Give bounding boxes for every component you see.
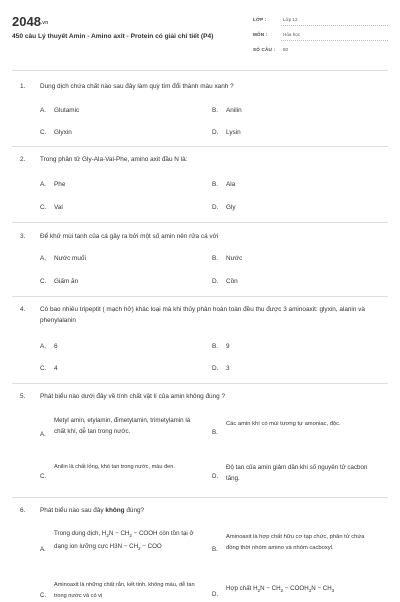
option-letter: C. (40, 473, 47, 480)
meta-subject (253, 29, 388, 43)
question-divider (12, 296, 388, 297)
meta-count-label: SỐ CÂU : (253, 47, 276, 52)
question-text: Để khử mùi tanh của cá gây ra bởi một số amin nên rửa cá với (40, 233, 219, 240)
option-text: Các amin khí có mùi tương tự amoniac, độc. (226, 421, 341, 427)
question-divider (12, 146, 388, 147)
site-logo[interactable] (12, 14, 48, 29)
option-letter: D. (212, 278, 219, 285)
meta-count (253, 44, 388, 58)
question-text: Có bao nhiêu tripeptit ( mạch hở) khác loại mà khi thủy phân hoàn toàn đều thu được 3 aminoaxit: glyxin, alanin và phenylalanin (40, 306, 365, 324)
subscript: 2 (106, 533, 109, 539)
question-text-part: Phát biểu nào sau đây (40, 507, 106, 514)
document-title: 450 câu Lý thuyết Amin - Amino axit - Protein có giải chi tiết (P4) (12, 33, 214, 40)
option-text: 4 (54, 365, 58, 372)
text-part: − COO (140, 543, 162, 551)
question-text: Phát biểu nào dưới đây về tính chất vật lí của amin không đúng ? (40, 393, 226, 400)
meta-divider (281, 40, 388, 41)
option-text (54, 528, 204, 554)
meta-divider (281, 25, 388, 26)
option-text: Anilin là chất lỏng, khó tan trong nước, màu đen. (54, 464, 175, 470)
option-letter: A. (40, 546, 46, 553)
meta-count-value: 50 (283, 47, 289, 52)
option-text: Lysin (226, 129, 241, 136)
option-text: Nước muối (54, 255, 86, 262)
text-part: − COOH (283, 585, 309, 592)
meta-grade-label: LỚP : (253, 17, 267, 22)
question-number: 4. (20, 306, 26, 313)
text-part: N − CH (311, 585, 332, 592)
question-number: 1. (20, 83, 26, 90)
question-number: 2. (20, 156, 26, 163)
meta-subject-value: Hóa học (283, 32, 301, 37)
text-part: − COOH còn tồn tại ở dạng ion lưỡng cực H3N − CH (54, 530, 194, 551)
subscript: 2 (257, 588, 261, 594)
question-number: 6. (20, 507, 26, 514)
option-letter: A. (40, 181, 47, 188)
option-letter: D. (212, 129, 219, 136)
option-text: Gly (226, 204, 236, 211)
option-text: Glutamic (54, 107, 80, 114)
question-text (40, 505, 370, 516)
option-letter: A. (40, 107, 47, 114)
document-header (0, 0, 400, 72)
option-text: Cồn (226, 278, 238, 285)
text-part: N − CH (260, 585, 281, 592)
option-text: Phe (54, 181, 66, 188)
question-divider (12, 383, 388, 384)
option-text: Nước (226, 255, 243, 262)
option-letter: B. (212, 107, 219, 114)
logo-suffix: .vn (40, 19, 49, 26)
question-emphasis: không (105, 507, 125, 514)
option-letter: D. (212, 365, 219, 372)
text-part: Hợp chất H (226, 585, 258, 592)
logo-text: 2048 (12, 14, 41, 29)
option-letter: B. (212, 181, 219, 188)
option-text: Val (54, 204, 63, 211)
question-text: Dung dịch chứa chất nào sau đây làm quỳ tím đổi thành màu xanh ? (40, 83, 234, 90)
option-text: 9 (226, 343, 230, 350)
text-part: Trong dung dịch, H (54, 530, 107, 537)
meta-subject-label: MÔN : (253, 32, 268, 37)
question-text: Trong phân tử Gly-Ala-Val-Phe, amino axit đầu N là: (40, 156, 188, 163)
option-letter: B. (212, 546, 218, 553)
text-part: N − CH (108, 530, 130, 537)
option-letter: D. (212, 473, 219, 480)
option-letter: C. (40, 129, 47, 136)
option-text: Ala (226, 181, 236, 188)
option-text: Glyxin (54, 129, 72, 136)
option-letter: D. (212, 204, 219, 211)
option-letter: C. (40, 365, 47, 372)
option-text: Giấm ăn (54, 278, 79, 285)
option-text: 6 (54, 343, 58, 350)
header-divider (12, 70, 388, 71)
subscript: 2 (138, 546, 141, 552)
option-text: Anilin (226, 107, 242, 114)
option-text: 3 (226, 365, 230, 372)
meta-grade (253, 14, 388, 28)
option-letter: C. (40, 278, 47, 285)
option-letter: C. (40, 592, 47, 599)
option-letter: D. (212, 591, 219, 598)
question-divider (12, 497, 388, 498)
option-text: Độ tan của amin giảm dần khi số nguyên tử cacbon tăng. (226, 464, 368, 482)
option-letter: C. (40, 204, 47, 211)
question-number: 3. (20, 233, 26, 240)
option-letter: B. (212, 343, 219, 350)
subscript: 3 (331, 588, 335, 594)
option-letter: A. (40, 343, 47, 350)
meta-grade-value: Lớp 12 (283, 17, 298, 22)
option-letter: A. (40, 431, 46, 438)
subscript: 2 (129, 533, 132, 539)
option-letter: B. (212, 255, 219, 262)
option-text: Aminoaxit là hợp chất hữu cơ tạp chức, phân tử chứa đồng thời nhóm amino và nhóm cacboxyl. (226, 534, 365, 551)
option-letter: B. (212, 429, 218, 436)
subscript: 3 (308, 588, 312, 594)
subscript: 2 (280, 588, 284, 594)
question-text-part: đúng? (124, 507, 145, 514)
question-number: 5. (20, 393, 26, 400)
question-divider (12, 222, 388, 223)
option-letter: A. (40, 255, 47, 262)
option-text: Aminoaxit là những chất rắn, kết tinh, không màu, dễ tan trong nước và có vị (54, 582, 195, 599)
option-text (226, 583, 396, 596)
option-text: Metyl amin, etylamin, đimetylamin, trimetylamin là chất khí, dễ tan trong nước. (54, 417, 191, 435)
